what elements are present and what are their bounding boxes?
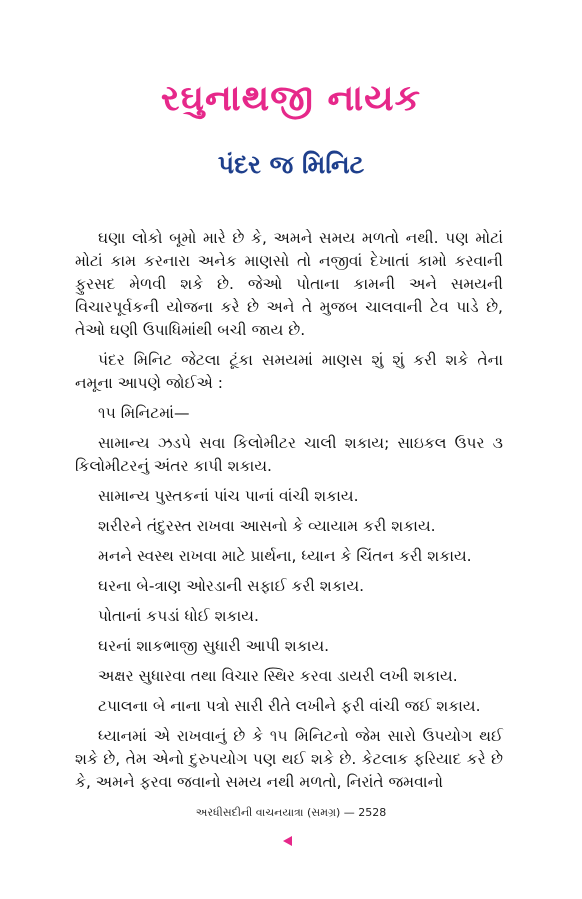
paragraph-9: પોતાનાં કપડાં ધોઈ શકાય. (98, 607, 259, 625)
paragraph-13: ધ્યાનમાં એ રાખવાનું છે કે ૧૫ મિનિટનો જેમ સારો ઉપયોગ થઈ શકે છે, તેમ એનો દુરુપયોગ પણ થઈ શકે છે. કેટલાક ફરિયાદ કરે છે કે, અમને ફરવા જવાનો સમય નથી મળતો, નિરાંતે જમવાનો (75, 727, 503, 791)
page-footer: અરધીસદીની વાચનયાત્રા (સમગ્ર) — 2528 (195, 806, 387, 819)
paragraph-2: પંદર મિનિટ જેટલા ટૂંકા સમયમાં માણસ શું શું કરી શકે તેના નમૂના આપણે જોઈએ : (75, 351, 503, 392)
paragraph-8: ઘરના બે-ત્રાણ ઓરડાની સફાઈ કરી શકાય. (98, 577, 365, 595)
author-name: રઘુનાથજી નાયક (160, 78, 422, 119)
paragraph-6: શરીરને તંદુરસ્ત રાખવા આસનો કે વ્યાયામ કરી શકાય. (98, 517, 436, 535)
chapter-title: પંદર જ મિનિટ (217, 150, 365, 179)
paragraph-1: ઘણા લોકો બૂમો મારે છે કે, અમને સમય મળતો નથી. પણ મોટાં મોટાં કામ કરનારા અનેક માણસો તો નજીવાં દેખાતાં કામો કરવાની ફુરસદ મેળવી શકે છે. જેઓ પોતાના કામની અને સમયની વિચારપૂર્વકની યોજના કરે છે અને તે મુજબ ચાલવાની ટેવ પાડે છે, તેઓ ઘણી ઉપાધિમાંથી બચી જાય છે. (75, 229, 503, 339)
paragraph-3: ૧૫ મિનિટમાં— (98, 404, 190, 422)
paragraph-10: ઘરનાં શાકભાજી સુધારી આપી શકાય. (98, 637, 330, 655)
paragraph-12: ટપાલના બે નાના પત્રો સારી રીતે લખીને ફરી વાંચી જઈ શકાય. (98, 697, 481, 715)
paragraph-4: સામાન્ય ઝડપે સવા કિલોમીટર ચાલી શકાય; સાઇકલ ઉપર ૩ કિલોમીટરનું અંતર કાપી શકાય. (75, 434, 503, 475)
paragraph-11: અક્ષર સુધારવા તથા વિચાર સ્થિર કરવા ડાયરી લખી શકાય. (98, 667, 458, 685)
paragraph-5: સામાન્ય પુસ્તકનાં પાંચ પાનાં વાંચી શકાય. (98, 487, 359, 505)
paragraph-7: મનને સ્વસ્થ રાખવા માટે પ્રાર્થના, ધ્યાન કે ચિંતન કરી શકાય. (98, 547, 472, 565)
previous-page-icon[interactable] (283, 836, 292, 846)
body-text (75, 227, 503, 801)
